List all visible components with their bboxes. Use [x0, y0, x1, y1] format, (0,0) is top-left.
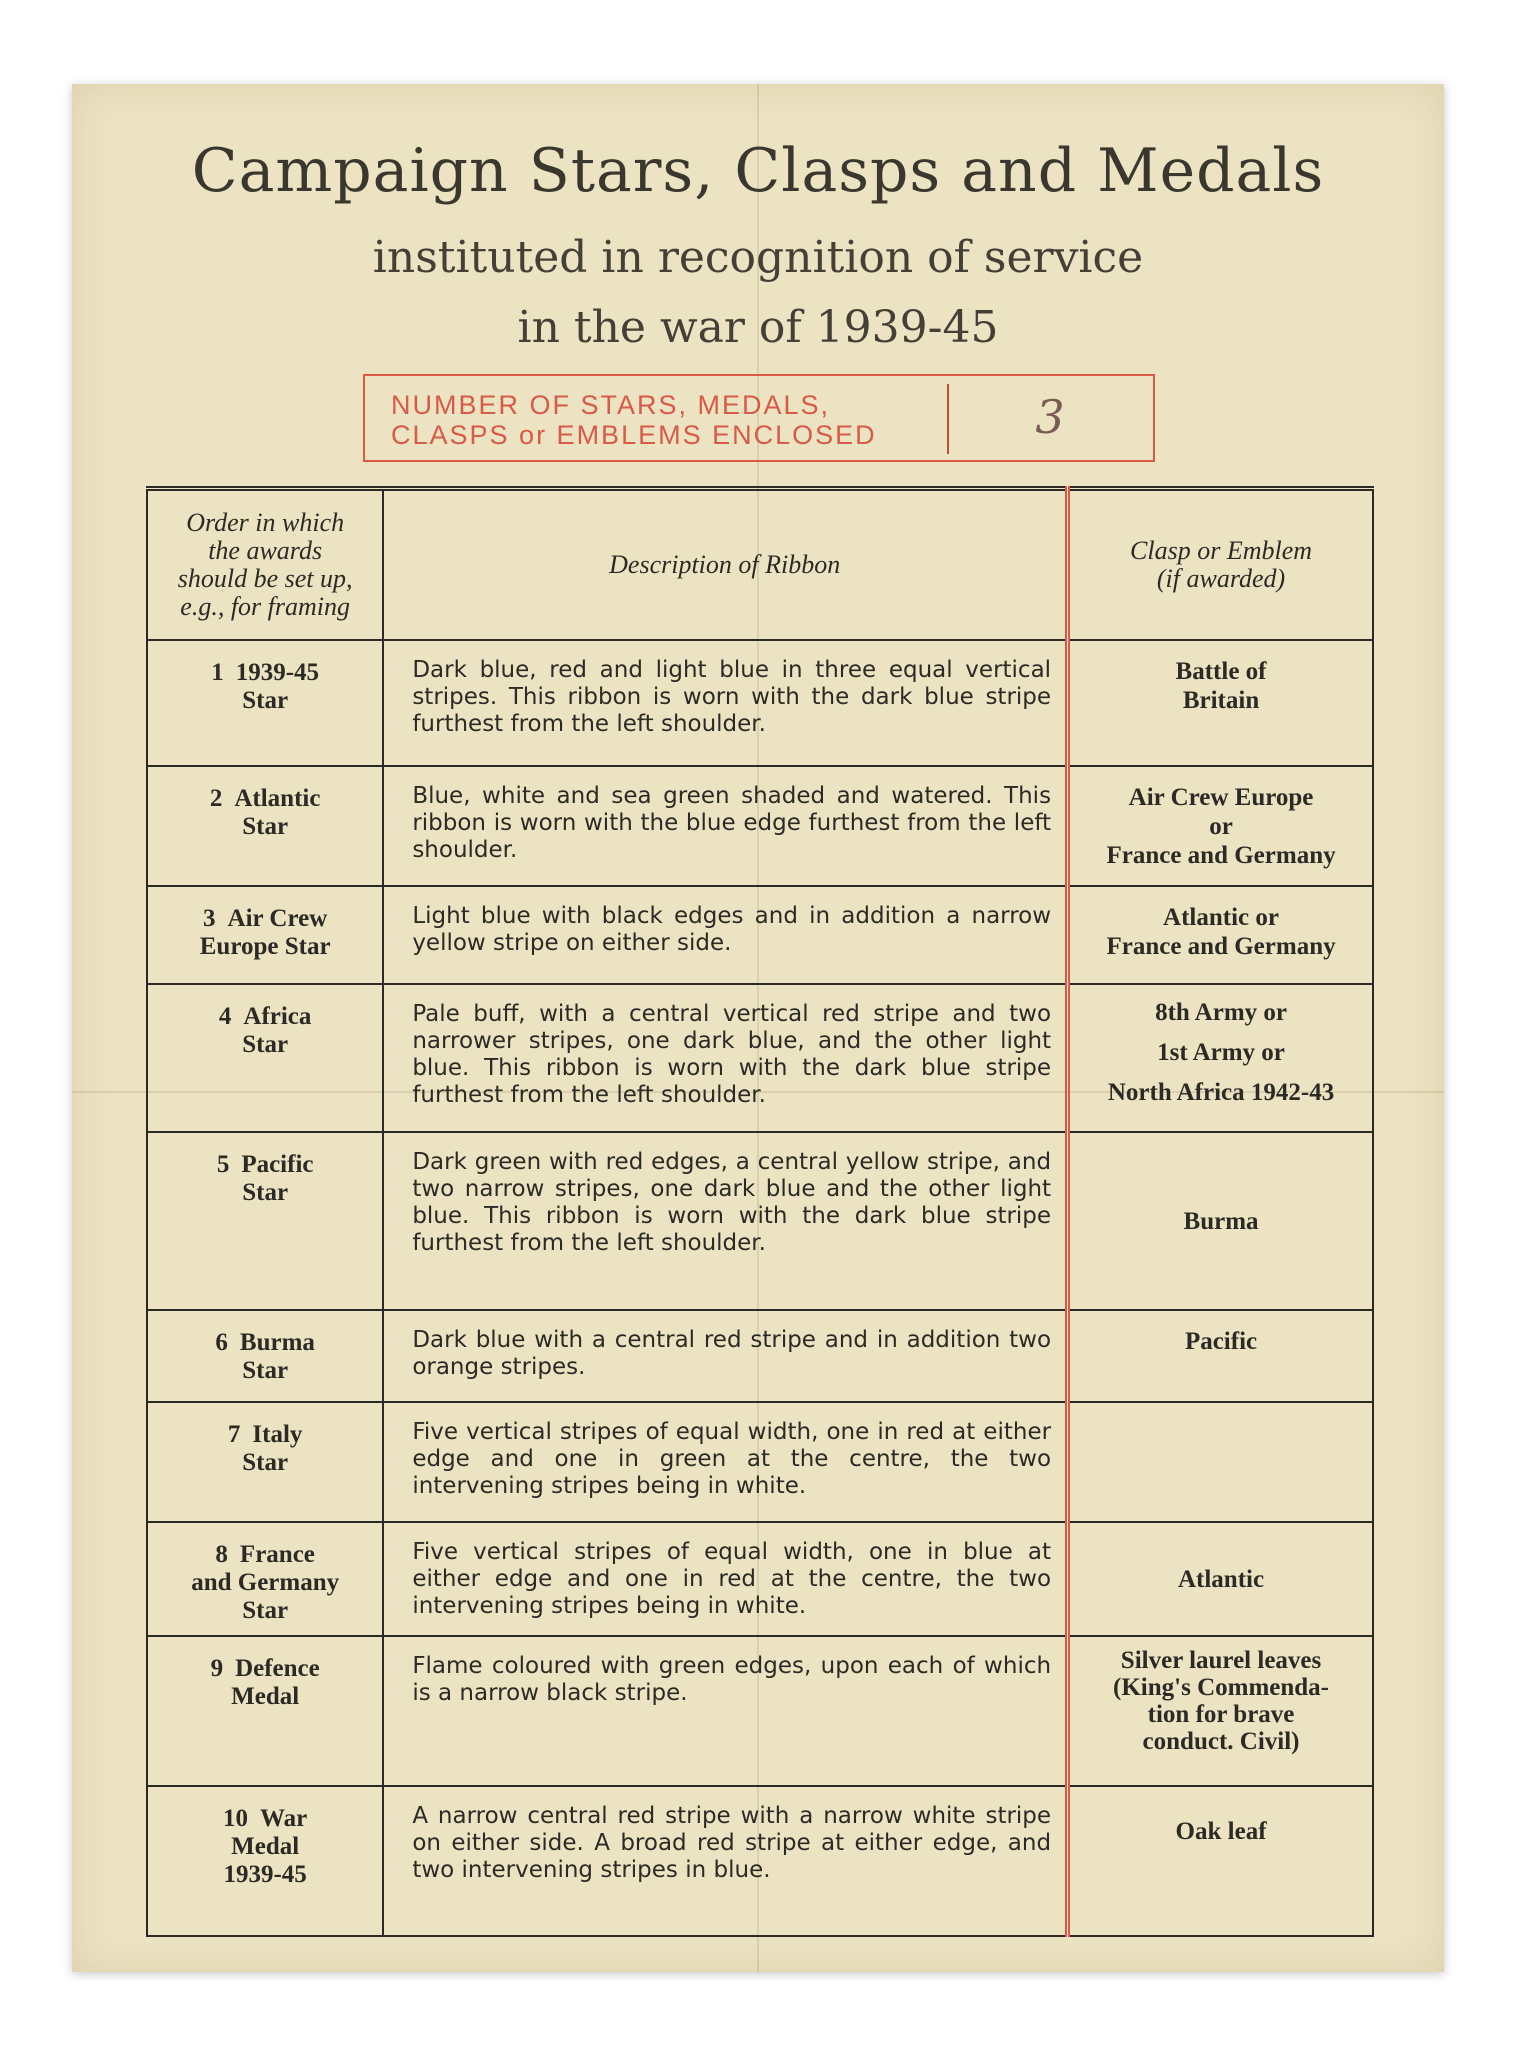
clasp-emblem: Atlantic or France and Germany [1068, 886, 1373, 984]
ribbon-description: Dark green with red edges, a central yellow stripe, and two narrow stripes, one dark blue and the other light blue. This ribbon is worn with the dark blue stripe furthest from the left shoulder. [383, 1132, 1067, 1310]
ribbon-description: Light blue with black edges and in addition a narrow yellow stripe on either side. [383, 886, 1067, 984]
clasp-emblem: Burma [1068, 1132, 1373, 1310]
table-row [147, 1402, 1373, 1522]
table-row [147, 886, 1373, 984]
award-name: 3 Air Crew Europe Star [147, 886, 383, 984]
award-name: 4 Africa Star [147, 984, 383, 1132]
clasp-emblem: 8th Army or 1st Army or North Africa 1942-43 [1068, 984, 1373, 1132]
ribbon-description: Flame coloured with green edges, upon each of which is a narrow black stripe. [383, 1636, 1067, 1786]
table-row [147, 1522, 1373, 1636]
enclosed-count-box [363, 374, 1155, 462]
ribbon-description: Five vertical stripes of equal width, one in red at either edge and one in green at the centre, the two intervening stripes being in white. [383, 1402, 1067, 1522]
award-name: 5 Pacific Star [147, 1132, 383, 1310]
table-row [147, 1786, 1373, 1936]
table-row [147, 1310, 1373, 1402]
document-subtitle-line2: in the war of 1939-45 [517, 302, 999, 353]
award-name: 6 Burma Star [147, 1310, 383, 1402]
award-name: 1 1939-45 Star [147, 640, 383, 766]
document-title: Campaign Stars, Clasps and Medals [191, 136, 1325, 206]
clasp-emblem [1068, 1402, 1373, 1522]
clasp-emblem: Atlantic [1068, 1522, 1373, 1636]
table-row [147, 984, 1373, 1132]
header-order: Order in which the awards should be set up, e.g., for framing [147, 489, 383, 641]
clasp-emblem: Air Crew Europe or France and Germany [1068, 766, 1373, 886]
table-header-row [147, 489, 1373, 641]
ribbon-description: Pale buff, with a central vertical red stripe and two narrower stripes, one dark blue, and the other light blue. This ribbon is worn with the dark blue stripe furthest from the left shoulder. [383, 984, 1067, 1132]
ribbon-description: Five vertical stripes of equal width, one in blue at either edge and one in red at the centre, the two intervening stripes being in white. [383, 1522, 1067, 1636]
ribbon-description: Dark blue with a central red stripe and in addition two orange stripes. [383, 1310, 1067, 1402]
ribbon-description: Blue, white and sea green shaded and watered. This ribbon is worn with the blue edge furthest from the left shoulder. [383, 766, 1067, 886]
document-sheet [72, 84, 1444, 1972]
table-row [147, 1132, 1373, 1310]
ribbon-description: Dark blue, red and light blue in three equal vertical stripes. This ribbon is worn with the dark blue stripe furthest from the left shoulder. [383, 640, 1067, 766]
enclosed-count-label: NUMBER OF STARS, MEDALS, CLASPS or EMBLEMS ENCLOSED [391, 390, 877, 450]
header-description: Description of Ribbon [383, 489, 1067, 641]
header-clasp: Clasp or Emblem (if awarded) [1068, 489, 1373, 641]
table-row [147, 640, 1373, 766]
clasp-emblem: Pacific [1068, 1310, 1373, 1402]
award-name: 9 Defence Medal [147, 1636, 383, 1786]
award-name: 8 France and Germany Star [147, 1522, 383, 1636]
table-row [147, 766, 1373, 886]
awards-table [146, 486, 1374, 1937]
enclosed-count-value: 3 [1035, 390, 1065, 444]
award-name: 7 Italy Star [147, 1402, 383, 1522]
ribbon-description: A narrow central red stripe with a narrow white stripe on either side. A broad red stripe at either edge, and two intervening stripes in blue. [383, 1786, 1067, 1936]
clasp-emblem: Oak leaf [1068, 1786, 1373, 1936]
clasp-emblem: Battle of Britain [1068, 640, 1373, 766]
clasp-emblem: Silver laurel leaves (King's Commenda- tion for brave conduct. Civil) [1068, 1636, 1373, 1786]
table-row [147, 1636, 1373, 1786]
document-subtitle-line1: instituted in recognition of service [372, 232, 1144, 283]
award-name: 2 Atlantic Star [147, 766, 383, 886]
award-name: 10 War Medal 1939-45 [147, 1786, 383, 1936]
count-box-divider [947, 384, 949, 454]
